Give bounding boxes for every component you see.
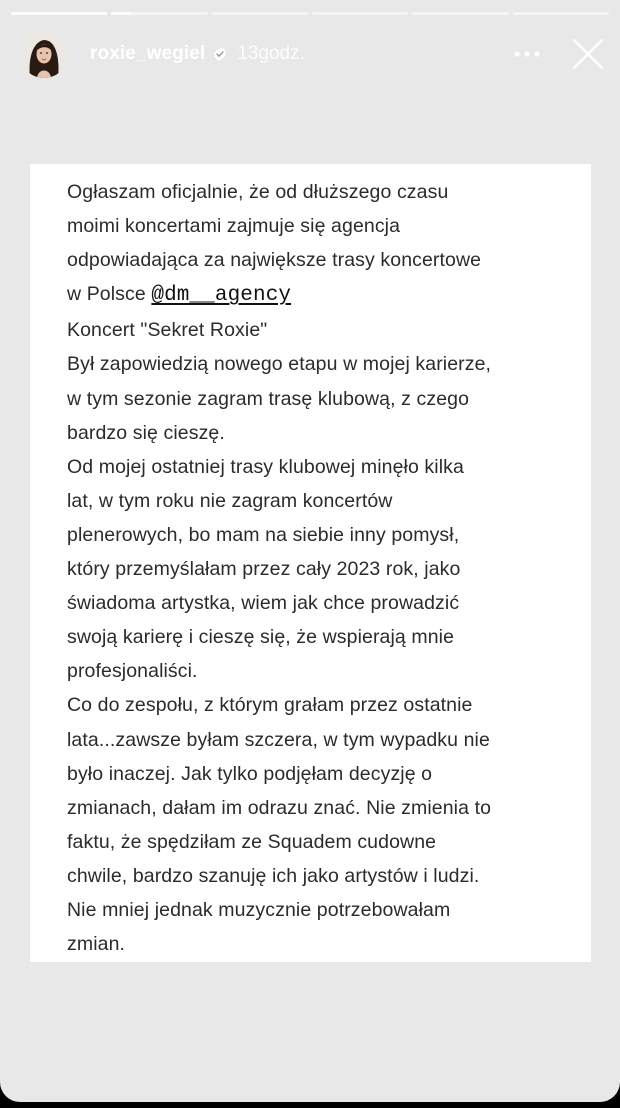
progress-segment xyxy=(212,12,308,15)
post-line: zmianach, dałam im odrazu znać. Nie zmienia to xyxy=(67,796,492,819)
post-line: Nie mniej jednak muzycznie potrzebowałam xyxy=(67,898,451,921)
post-line: plenerowych, bo mam na siebie inny pomysł, xyxy=(67,523,460,546)
post-line: lat, w tym roku nie zagram koncertów xyxy=(67,489,393,512)
progress-segment xyxy=(11,12,107,15)
verified-badge-icon xyxy=(212,46,228,62)
post-line: swoją karierę i cieszę się, że wspierają mnie xyxy=(67,626,455,649)
post-line: Co do zespołu, z którym grałam przez ostatnie xyxy=(67,694,473,717)
progress-segment xyxy=(312,12,408,15)
post-line: Był zapowiedzią nowego etapu w mojej karierze, xyxy=(67,353,492,376)
progress-segment xyxy=(412,12,508,15)
post-line: Ogłaszam oficjalnie, że od dłuższego czasu xyxy=(67,181,449,203)
close-icon[interactable] xyxy=(570,36,606,72)
post-line: Koncert "Sekret Roxie" xyxy=(67,319,268,342)
progress-segment xyxy=(111,12,207,15)
story-timestamp: 13godz. xyxy=(237,43,305,64)
post-line: który przemyślałam przez cały 2023 rok, jako xyxy=(67,558,461,581)
mention-prefix: w Polsce xyxy=(67,283,146,306)
post-line-mention xyxy=(67,277,572,313)
post-line: odpowiadająca za największe trasy koncertowe xyxy=(67,249,482,272)
post-line: profesjonaliści. xyxy=(67,660,198,683)
post-line: faktu, że spędziłam ze Squadem cudowne xyxy=(67,830,437,853)
post-line: w tym sezonie zagram trasę klubową, z czego xyxy=(67,387,470,410)
post-line: bardzo się cieszę. xyxy=(67,421,225,444)
progress-segment xyxy=(513,12,609,15)
agency-mention-link[interactable]: @dm__agency xyxy=(151,284,292,308)
post-line: zmian. xyxy=(67,933,126,956)
story-username[interactable]: roxie_wegiel xyxy=(90,43,206,64)
avatar-portrait-icon xyxy=(20,30,68,78)
profile-avatar[interactable] xyxy=(20,30,68,78)
post-line: chwile, bardzo szanuję ich jako artystów i ludzi. xyxy=(67,864,480,887)
post-text xyxy=(67,175,572,961)
post-line: moimi koncertami zajmuje się agencja xyxy=(67,215,401,238)
story-header xyxy=(20,28,606,80)
story-progress-bar xyxy=(11,12,609,15)
more-options-icon[interactable] xyxy=(510,37,544,71)
post-line: Od mojej ostatniej trasy klubowej minęło kilka xyxy=(67,455,464,478)
post-line: lata...zawsze byłam szczera, w tym wypadku nie xyxy=(67,728,490,751)
post-line: świadoma artystka, wiem jak chce prowadzić xyxy=(67,592,460,615)
post-line: było inaczej. Jak tylko podjęłam decyzję o xyxy=(67,762,433,785)
